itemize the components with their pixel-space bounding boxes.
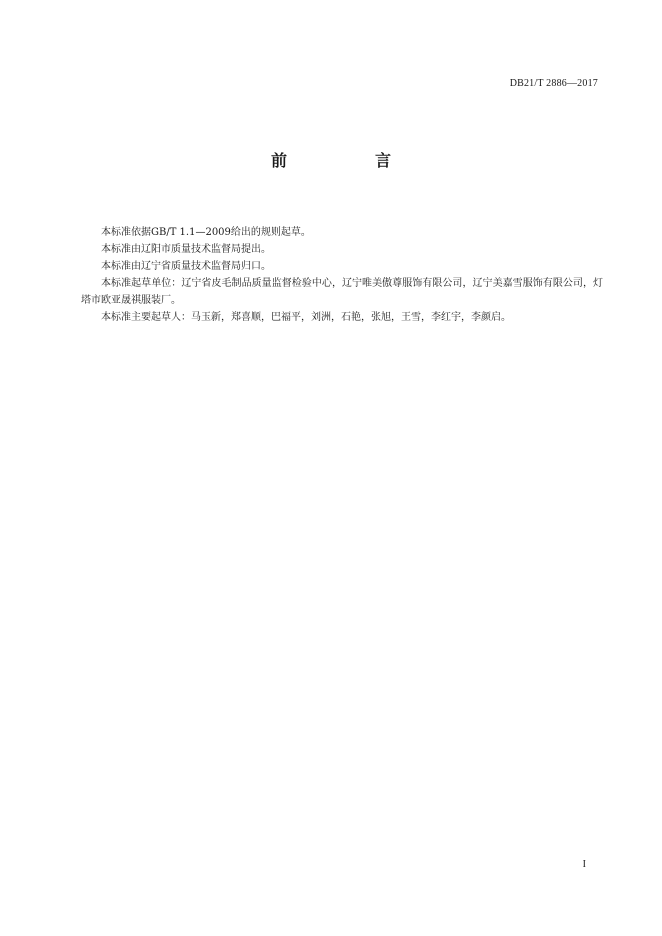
page-title: 前 言 bbox=[270, 151, 427, 170]
paragraph-proposed-by: 本标准由辽阳市质量技术监督局提出。 bbox=[101, 244, 271, 255]
page-number: I bbox=[582, 859, 586, 870]
paragraph-drafting-rules: 本标准依据GB/T 1.1—2009给出的规则起草。 bbox=[101, 227, 311, 238]
standard-code: DB21/T 2886—2017 bbox=[509, 78, 598, 89]
foreword-body bbox=[81, 224, 603, 326]
paragraph-drafters: 本标准主要起草人：马玉新，郑喜顺，巴福平，刘洲，石艳，张旭，王雪，李红宇，李颜启。 bbox=[101, 312, 511, 323]
paragraph-drafting-units: 本标准起草单位：辽宁省皮毛制品质量监督检验中心，辽宁唯美傲尊服饰有限公司，辽宁美嘉雪服饰有限公司，灯塔市欧亚晟祺服装厂。 bbox=[81, 278, 603, 306]
paragraph-centralized-by: 本标准由辽宁省质量技术监督局归口。 bbox=[101, 261, 271, 272]
